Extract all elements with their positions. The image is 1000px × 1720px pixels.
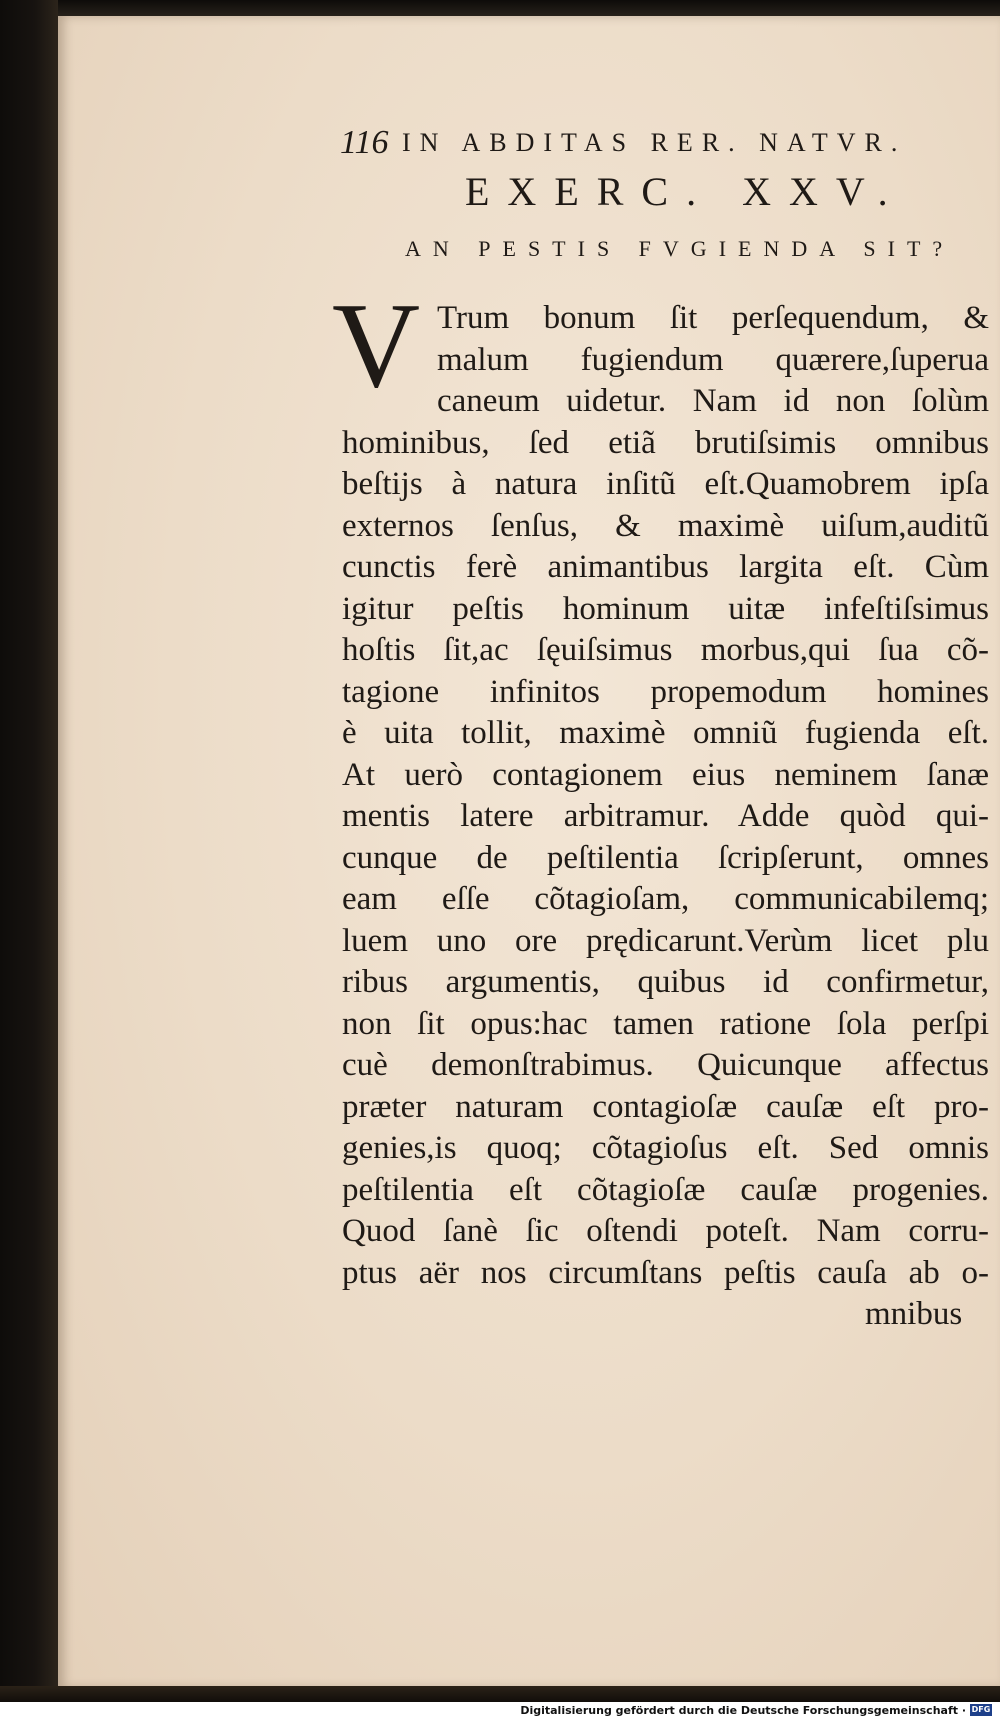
text-line: ptus aër nos circumſtans peſtis cauſa ab o- [342, 1255, 989, 1291]
running-head-text: IN ABDITAS RER. NATVR. [402, 128, 907, 157]
text-line: At uerò contagionem eius neminem ſanæ [342, 757, 989, 793]
page-number: 116 [340, 124, 389, 161]
text-line: genies,is quoq; cõtagioſus eſt. Sed omnis [342, 1130, 989, 1166]
text-line: è uita tollit, maximè omniũ fugienda eſt. [342, 715, 989, 751]
text-line: ribus argumentis, quibus id confirmetur, [342, 964, 989, 1000]
text-line: hominibus, ſed etiã brutiſsimis omnibus [342, 425, 989, 461]
text-line: malum fugiendum quærere,ſuperua [437, 342, 989, 378]
text-line: caneum uidetur. Nam id non ſolùm [437, 383, 989, 419]
text-line: tagione infinitos propemodum homines [342, 674, 989, 710]
text-line: Trum bonum ſit perſequendum, & [437, 300, 989, 336]
text-line: externos ſenſus, & maximè uiſum,auditũ [342, 508, 989, 544]
text-line: peſtilentia eſt cõtagioſæ cauſæ progenies. [342, 1172, 989, 1208]
text-line: beſtijs à natura inſitũ eſt.Quamobrem ipſa [342, 466, 989, 502]
text-line: cunctis ferè animantibus largita eſt. Cùm [342, 549, 989, 585]
text-line: luem uno ore prędicarunt.Verùm licet plu [342, 923, 989, 959]
catchword: mnibus [865, 1296, 963, 1332]
text-line: præter naturam contagioſæ cauſæ eſt pro- [342, 1089, 989, 1125]
text-line: igitur peſtis hominum uitæ infeſtiſsimus [342, 591, 989, 627]
text-line: Quod ſanè ſic oſtendi poteſt. Nam corru- [342, 1213, 989, 1249]
text-line: hoſtis ſit,ac ſęuiſsimus morbus,qui ſua cõ- [342, 632, 989, 668]
section-title: EXERC. XXV. [465, 169, 906, 214]
text-line: cunque de peſtilentia ſcripſerunt, omnes [342, 840, 989, 876]
text-line: mentis latere arbitramur. Adde quòd qui- [342, 798, 989, 834]
book-spine [0, 0, 58, 1720]
text-line: eam eſſe cõtagioſam, communicabilemq; [342, 881, 989, 917]
text-line: cuè demonſtrabimus. Quicunque affectus [342, 1047, 989, 1083]
text-line: non ſit opus:hac tamen ratione ſola perſpi [342, 1006, 989, 1042]
dfg-logo: DFG [971, 1705, 991, 1714]
running-head [402, 128, 906, 158]
drop-cap: V [332, 278, 421, 413]
funding-credit: Digitalisierung gefördert durch die Deutsche Forschungsgemeinschaft · [520, 1704, 966, 1717]
chapter-heading: AN PESTIS FVGIENDA SIT? [405, 236, 955, 261]
